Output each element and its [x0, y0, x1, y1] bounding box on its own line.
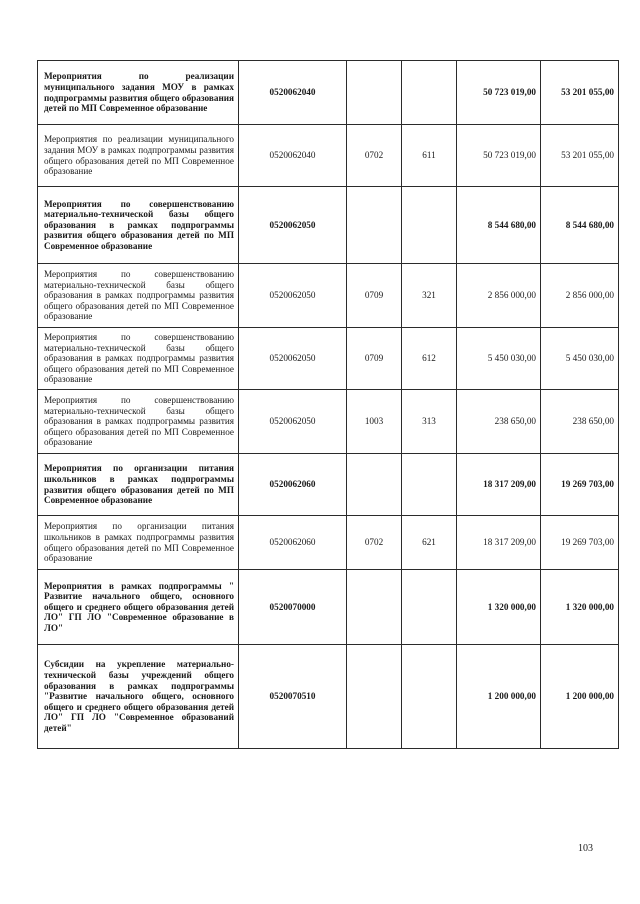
- row-name-cell: Мероприятия по совершенствованию материально-технической базы общего образования в рамках подпрограммы развития общего образования детей по МП Современное образование: [38, 187, 239, 264]
- row-sum1-cell: 2 856 000,00: [457, 264, 541, 328]
- row-name-cell: Мероприятия по организации питания школьников в рамках подпрограммы развития общего образования детей по МП Современное образование: [38, 454, 239, 516]
- row-sum1-cell: 18 317 209,00: [457, 454, 541, 516]
- row-sum2-cell: 5 450 030,00: [541, 328, 619, 390]
- row-name-cell: Мероприятия по совершенствованию материально-технической базы общего образования в рамках подпрограммы развития общего образования детей по МП Современное образование: [38, 328, 239, 390]
- row-code-cell: 0520062050: [239, 328, 347, 390]
- row-section-cell: [347, 187, 402, 264]
- budget-table-body: [38, 61, 619, 749]
- row-name-cell: Субсидии на укрепление материально-технической базы учреждений общего образования в рамках подпрограммы "Развитие начального общего, основного общего и среднего общего образования детей ЛО" ГП ЛО "Современное образований детей": [38, 645, 239, 749]
- row-name-cell: Мероприятия в рамках подпрограммы " Развитие начального общего, основного общего и среднего общего образования детей ЛО" ГП ЛО "Современное образование в ЛО": [38, 570, 239, 645]
- row-section-cell: 0702: [347, 516, 402, 570]
- row-sum1-cell: 5 450 030,00: [457, 328, 541, 390]
- table-row-summary: [38, 570, 619, 645]
- row-name-cell: Мероприятия по реализации муниципального задания МОУ в рамках подпрограммы развития общего образования детей по МП Современное образование: [38, 125, 239, 187]
- page-number: 103: [578, 843, 593, 854]
- row-type-cell: [402, 454, 457, 516]
- row-name-cell: Мероприятия по реализации муниципального задания МОУ в рамках подпрограммы развития общего образования детей по МП Современное образование: [38, 61, 239, 125]
- row-code-cell: 0520062040: [239, 61, 347, 125]
- table-row: [38, 125, 619, 187]
- row-sum2-cell: 1 320 000,00: [541, 570, 619, 645]
- row-code-cell: 0520062050: [239, 187, 347, 264]
- budget-table: [37, 60, 619, 749]
- row-sum1-cell: 50 723 019,00: [457, 125, 541, 187]
- row-section-cell: [347, 570, 402, 645]
- row-type-cell: 313: [402, 390, 457, 454]
- row-sum1-cell: 18 317 209,00: [457, 516, 541, 570]
- row-type-cell: [402, 645, 457, 749]
- row-sum1-cell: 238 650,00: [457, 390, 541, 454]
- row-section-cell: [347, 454, 402, 516]
- row-type-cell: 621: [402, 516, 457, 570]
- row-name-cell: Мероприятия по организации питания школьников в рамках подпрограммы развития общего образования детей по МП Современное образование: [38, 516, 239, 570]
- row-section-cell: 0702: [347, 125, 402, 187]
- row-sum2-cell: 238 650,00: [541, 390, 619, 454]
- row-section-cell: 0709: [347, 264, 402, 328]
- row-type-cell: [402, 570, 457, 645]
- row-code-cell: 0520070000: [239, 570, 347, 645]
- row-code-cell: 0520062040: [239, 125, 347, 187]
- row-sum2-cell: 53 201 055,00: [541, 125, 619, 187]
- row-sum1-cell: 1 320 000,00: [457, 570, 541, 645]
- table-row-summary: [38, 454, 619, 516]
- row-code-cell: 0520062060: [239, 454, 347, 516]
- row-code-cell: 0520062050: [239, 264, 347, 328]
- row-sum1-cell: 1 200 000,00: [457, 645, 541, 749]
- table-row: [38, 516, 619, 570]
- row-type-cell: [402, 187, 457, 264]
- table-row: [38, 390, 619, 454]
- row-sum2-cell: 1 200 000,00: [541, 645, 619, 749]
- row-section-cell: 0709: [347, 328, 402, 390]
- row-code-cell: 0520062050: [239, 390, 347, 454]
- row-sum1-cell: 8 544 680,00: [457, 187, 541, 264]
- row-code-cell: 0520062060: [239, 516, 347, 570]
- row-type-cell: 611: [402, 125, 457, 187]
- table-row-summary: [38, 187, 619, 264]
- row-type-cell: 612: [402, 328, 457, 390]
- table-row: [38, 264, 619, 328]
- row-sum2-cell: 8 544 680,00: [541, 187, 619, 264]
- row-type-cell: 321: [402, 264, 457, 328]
- row-sum2-cell: 19 269 703,00: [541, 516, 619, 570]
- table-row-summary: [38, 61, 619, 125]
- row-sum2-cell: 2 856 000,00: [541, 264, 619, 328]
- table-row: [38, 328, 619, 390]
- row-sum2-cell: 53 201 055,00: [541, 61, 619, 125]
- row-code-cell: 0520070510: [239, 645, 347, 749]
- row-type-cell: [402, 61, 457, 125]
- table-row-summary: [38, 645, 619, 749]
- row-sum2-cell: 19 269 703,00: [541, 454, 619, 516]
- row-section-cell: [347, 645, 402, 749]
- row-sum1-cell: 50 723 019,00: [457, 61, 541, 125]
- row-section-cell: 1003: [347, 390, 402, 454]
- row-name-cell: Мероприятия по совершенствованию материально-технической базы общего образования в рамках подпрограммы развития общего образования детей по МП Современное образование: [38, 390, 239, 454]
- row-section-cell: [347, 61, 402, 125]
- row-name-cell: Мероприятия по совершенствованию материально-технической базы общего образования в рамках подпрограммы развития общего образования детей по МП Современное образование: [38, 264, 239, 328]
